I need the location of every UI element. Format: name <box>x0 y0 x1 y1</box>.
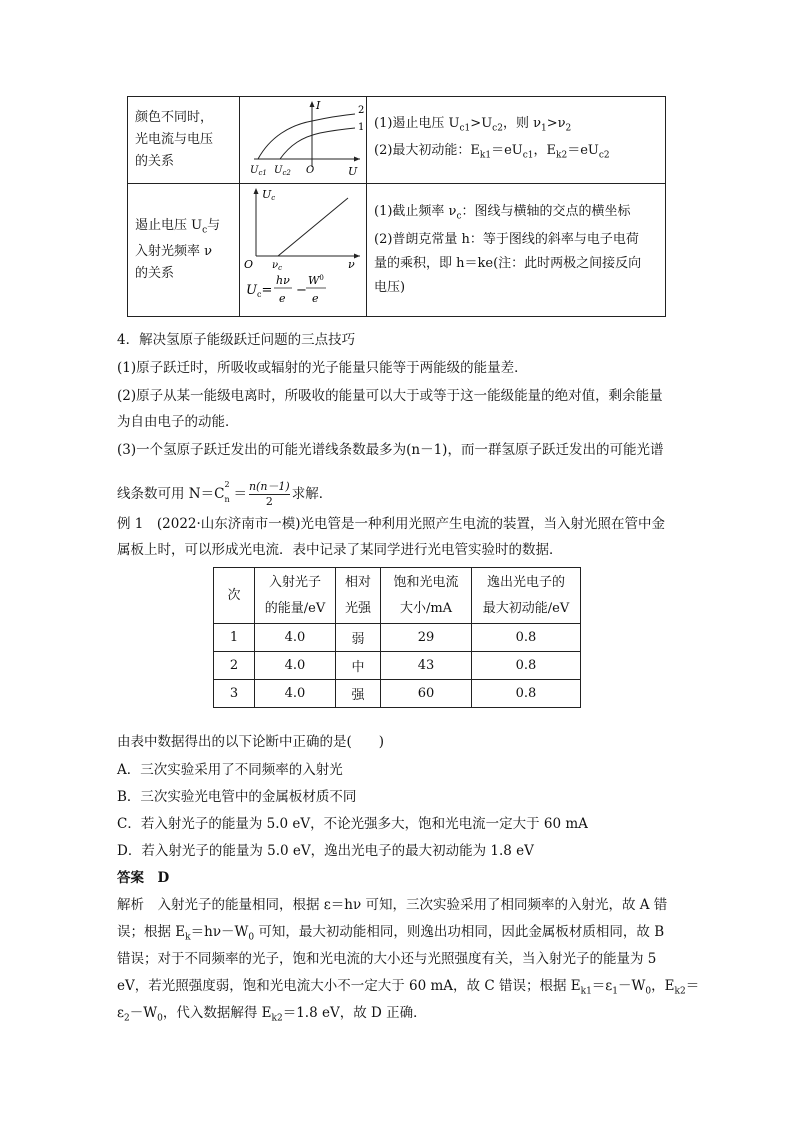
column-header: 饱和光电流 大小/mA <box>381 568 472 624</box>
option-a: A．三次实验采用了不同频率的入射光 <box>117 762 343 778</box>
analysis-line: 解析 入射光子的能量相同，根据 ε＝hν 可知，三次实验采用了相同频率的入射光，故 A 错 <box>117 897 668 913</box>
nu-c-label: $\nu_c$ <box>272 260 283 272</box>
answer: 答案 D <box>117 870 170 886</box>
text-line: (2)最大初动能：$E_{k1}=eU_{c1}$，$E_{k2}=eU_{c2}$ <box>374 143 610 161</box>
option-d: D．若入射光子的能量为 5.0 eV，逸出光电子的最大初动能为 1.8 eV <box>117 843 534 859</box>
table-row: 1 4.0 弱 29 0.8 <box>214 624 581 652</box>
text-line: 量的乘积，即 h＝ke(注：此时两极之间接反向 <box>374 256 642 272</box>
text-line: (1)截止频率 $\nu_c$：图线与横轴的交点的横坐标 <box>374 203 631 222</box>
uc1-label: $U_{c1}$ <box>250 165 267 177</box>
svg-text:W0: $W^0$ <box>308 274 324 287</box>
section-heading: 4．解决氢原子能级跃迁问题的三点技巧 <box>117 332 356 348</box>
current-voltage-graph <box>240 97 366 179</box>
origin-label: O <box>244 258 254 271</box>
column-header: 相对 光强 <box>336 568 381 624</box>
text-line: (2)普朗克常量 h：等于图线的斜率与电子电荷 <box>374 232 639 248</box>
text-line: 电压) <box>374 280 406 296</box>
column-header: 次 <box>214 568 255 624</box>
row-description <box>367 97 666 184</box>
table-row <box>128 184 666 317</box>
axis-label-i: I <box>316 99 321 112</box>
example-title: 例 1 (2022·山东济南市一模)光电管是一种利用光照产生电流的装置，当入射光照在管中金 <box>117 516 666 532</box>
combination-formula-line: 线条数可用 N＝C 2 n ＝ $\frac{n(n-1)}{2}$ 求解． <box>117 480 333 508</box>
paragraph: 属板上时，可以形成光电流．表中记录了某同学进行光电管实验时的数据． <box>117 542 563 558</box>
row-label: 遏止电压 $U_c$与 入射光频率 ν 的关系 <box>128 184 240 317</box>
analysis-line: 误；根据 $E_k=h\nu-W_0$ 可知，最大初动能相同，则逸出功相同，因此金属板材质相同，故 B <box>117 924 665 943</box>
question-stem: 由表中数据得出的以下论断中正确的是( ) <box>117 734 385 750</box>
paragraph: (3)一个氢原子跃迁发出的可能光谱线条数最多为(n－1)，而一群氢原子跃迁发出的可能光谱 <box>117 442 664 458</box>
table-row: 2 4.0 中 43 0.8 <box>214 652 581 680</box>
svg-text:Uc=: $U_c=$ <box>246 283 273 299</box>
column-header: 入射光子 的能量/eV <box>255 568 336 624</box>
column-header: 逸出光电子的 最大初动能/eV <box>472 568 581 624</box>
analysis-line: eV，若光照强度弱，饱和光电流大小不一定大于 60 mA，故 C 错误；根据 $E_{k1}=\varepsilon_1-W_0$，$E_{k2}=$ <box>117 978 700 997</box>
graph-cell <box>240 97 367 184</box>
paragraph: (1)原子跃迁时，所吸收或辐射的光子能量只能等于两能级的能量差． <box>117 360 528 376</box>
stopping-voltage-formula <box>246 274 326 305</box>
svg-text:e: e <box>279 292 286 305</box>
paragraph: 为自由电子的动能． <box>117 414 239 430</box>
axis-label-u: U <box>348 165 358 178</box>
table-row: 3 4.0 强 60 0.8 <box>214 680 581 708</box>
summary-table <box>127 96 666 317</box>
analysis-line: $\varepsilon_2-W_0$，代入数据解得 $E_{k2}=1.8$ eV，故 D 正确． <box>117 1005 427 1024</box>
curve-label: 2 <box>358 105 365 116</box>
svg-text:hν: hν <box>276 274 290 287</box>
text-line: (1)遏止电压 $U_{c1}>U_{c2}$，则 $\nu_1>\nu_2$ <box>374 116 572 134</box>
row-description <box>367 184 666 317</box>
graph-cell <box>240 184 367 317</box>
svg-text:−: − <box>296 283 307 298</box>
stopping-voltage-graph <box>240 184 366 312</box>
row-label: 颜色不同时， 光电流与电压 的关系 <box>128 97 240 184</box>
text-line: 遏止电压 $U_c$与 <box>135 217 221 236</box>
axis-label-nu: ν <box>348 258 355 271</box>
option-c: C．若入射光子的能量为 5.0 eV，不论光强多大，饱和光电流一定大于 60 mA <box>117 816 588 832</box>
origin-label: O <box>306 165 315 176</box>
curve-label: 1 <box>358 122 365 133</box>
option-b: B．三次实验光电管中的金属板材质不同 <box>117 789 357 805</box>
analysis-line: 错误；对于不同频率的光子，饱和光电流的大小还与光照强度有关，当入射光子的能量为 5 <box>117 951 657 967</box>
uc2-label: $U_{c2}$ <box>274 165 291 177</box>
svg-text:e: e <box>312 292 319 305</box>
paragraph: (2)原子从某一能级电离时，所吸收的能量可以大于或等于这一能级能量的绝对值，剩余能量 <box>117 388 663 404</box>
axis-label-uc: Uc <box>262 188 276 202</box>
table-row <box>128 97 666 184</box>
experiment-data-table <box>213 567 581 708</box>
table-header-row <box>214 568 581 624</box>
